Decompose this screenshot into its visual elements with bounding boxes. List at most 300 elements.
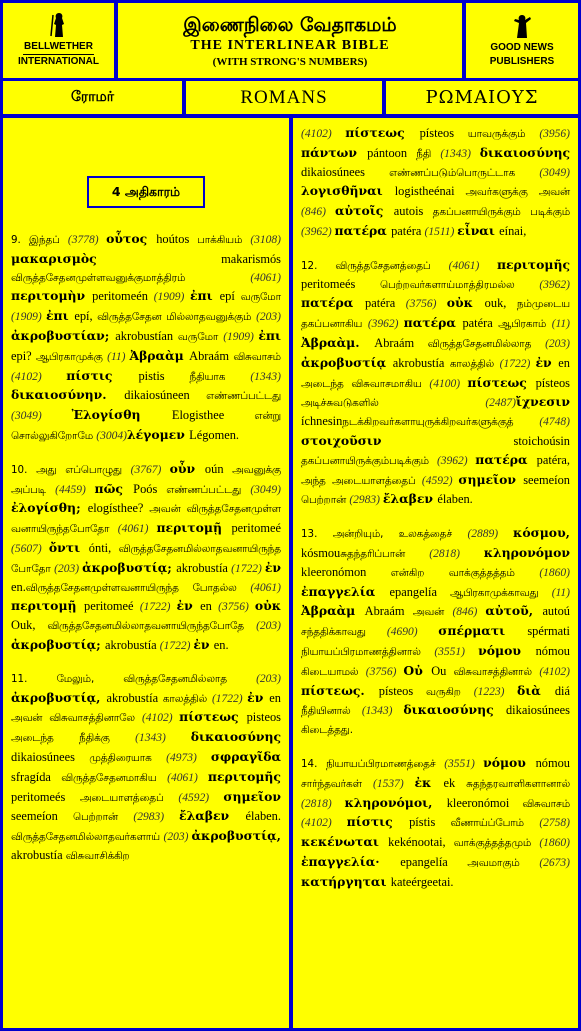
strongs-number: (2673)	[539, 856, 570, 869]
tamil-text: ஆபிரகாமுக்காவது	[450, 586, 552, 599]
strongs-number: (1860)	[539, 566, 570, 579]
transliteration: seemeíon	[523, 472, 570, 487]
greek-word: εἶναι	[457, 222, 500, 238]
tamil-text: முத்திரையாக	[89, 751, 167, 764]
tamil-text: நீதி	[416, 147, 441, 160]
strongs-number: (1909)	[11, 311, 46, 324]
transliteration: písteos	[378, 683, 426, 698]
greek-word: περιτομῇ	[156, 520, 232, 536]
verse-paragraph	[301, 124, 570, 242]
strongs-number: (3962)	[436, 454, 476, 467]
strongs-number: (3551)	[444, 757, 484, 770]
greek-word: πατέρα	[475, 451, 537, 467]
transliteration: nómou	[535, 643, 570, 658]
strongs-number: (5607)	[11, 542, 49, 555]
tamil-text: அடையாளத்தைப்	[79, 791, 179, 804]
greek-word: ἐλογίσθη;	[11, 500, 88, 516]
greek-word: πατέρα	[301, 295, 365, 311]
transliteration: peritomeé	[231, 521, 281, 536]
greek-word: ἀκροβυστίᾳ,	[11, 689, 107, 705]
transliteration: patéra,	[536, 452, 570, 467]
strongs-number: (3756)	[218, 601, 255, 614]
greek-word: περιτομῆς	[496, 256, 570, 272]
greek-word: πατέρα	[334, 222, 392, 238]
good-news-logo	[466, 3, 578, 78]
tamil-text: ஆபிரகாம்	[498, 318, 552, 331]
transliteration: epí,	[74, 309, 98, 324]
greek-word: πίστεως	[345, 125, 420, 140]
greek-word: πίστις	[346, 814, 410, 830]
strongs-number: (4061)	[448, 259, 497, 272]
greek-word: σημεῖον	[223, 788, 281, 804]
tamil-text: விருத்தசேதனமில்லாதவனாயிருந்த போதோ	[11, 542, 281, 575]
tamil-text: எண்ணப்படும்பொருட்டாக	[389, 166, 540, 179]
transliteration: patéra	[365, 296, 406, 311]
strongs-number: (3756)	[365, 665, 404, 678]
greek-word: ἐκ	[414, 774, 444, 790]
greek-word: νόμου	[483, 754, 536, 770]
transliteration: písteos	[535, 375, 570, 390]
tamil-text: 12. விருத்தசேதனத்தைப்	[301, 259, 449, 272]
greek-word: Ἐλογίσθη	[71, 407, 172, 423]
greek-word: περιτομῇ	[11, 598, 84, 614]
transliteration: kekénootai,	[388, 835, 454, 850]
verse-paragraph	[11, 230, 281, 446]
tamil-text: தகப்பனாயிருக்கும்படிக்கும்	[301, 454, 437, 467]
strongs-number: (4973)	[166, 751, 211, 764]
tamil-text: காலத்தில்	[449, 357, 500, 370]
tamil-text: நீதியாக	[189, 370, 251, 383]
strongs-number: (4061)	[167, 771, 208, 784]
transliteration: en.	[213, 637, 229, 652]
greek-word: πάντων	[301, 144, 368, 160]
tamil-text: வருகிற	[425, 685, 474, 698]
transliteration: epangelía	[389, 584, 450, 599]
bellwether-logo	[3, 3, 114, 78]
tamil-text: பாக்கியம்	[197, 234, 251, 246]
strongs-number: (3551)	[434, 645, 479, 658]
tamil-text: யாவருக்கும்	[467, 128, 540, 140]
greek-word: ἐπαγγελία	[301, 583, 390, 599]
tamil-text: 11. மேலும், விருத்தசேதனமில்லாத	[11, 672, 257, 685]
strongs-number: (2983)	[133, 811, 180, 824]
strongs-number: (3962)	[367, 318, 404, 331]
strongs-number: (11)	[551, 318, 570, 331]
greek-word: νόμου	[478, 642, 536, 658]
transliteration: písteos	[419, 126, 468, 140]
greek-word: Ἀβραὰμ	[301, 603, 365, 619]
strongs-number: (3778)	[67, 234, 107, 246]
transliteration: en.	[11, 579, 26, 594]
greek-word: οὖν	[169, 460, 205, 476]
transliteration: akrobustían	[115, 328, 178, 343]
greek-word: ἐν	[535, 354, 559, 370]
tamil-text: விருத்தசேதனமில்லாதவர்களாய்	[11, 831, 164, 844]
book-name-tamil: ரோமர்	[3, 81, 182, 114]
tamil-text: விசுவாசம்	[522, 797, 570, 810]
tamil-text: எண்ணப்பட்டது	[166, 483, 251, 496]
strongs-number: (4061)	[250, 271, 281, 284]
transliteration: sfragída	[11, 769, 62, 784]
transliteration: akrobustía	[176, 560, 232, 575]
strongs-number: (2818)	[301, 797, 345, 810]
greek-word: περιτομὴν	[11, 288, 93, 304]
strongs-number: (3049)	[11, 410, 72, 423]
strongs-number: (2487)	[485, 397, 516, 410]
strongs-number: (4102)	[539, 665, 570, 678]
greek-word: αὐτοῦ,	[485, 603, 543, 619]
greek-word: σπέρματι	[438, 623, 528, 639]
strongs-number: (2889)	[467, 528, 514, 541]
tamil-text: அடைந்த நீதிக்கு	[11, 732, 136, 745]
transliteration: dikaiosúnees	[11, 749, 90, 764]
transliteration: Elogisthee	[171, 408, 255, 423]
greek-word: ἐπι	[258, 327, 281, 343]
tamil-text: விருத்தசேதனமுள்ளவனுக்குமாத்திரம்	[11, 271, 251, 284]
tamil-text: சார்ந்தவர்கள்	[301, 777, 374, 790]
right-verses	[301, 124, 570, 891]
strongs-number: (203)	[163, 831, 192, 844]
verse-paragraph	[301, 754, 570, 892]
transliteration: pístis	[409, 815, 451, 830]
transliteration: eínai,	[499, 223, 527, 238]
transliteration: Ou	[431, 663, 454, 678]
greek-word: ἐν	[176, 598, 201, 614]
transliteration: Ouk,	[11, 618, 48, 633]
strongs-number: (1722)	[211, 692, 248, 705]
strongs-number: (1722)	[231, 562, 265, 575]
tamil-text: அவன்	[412, 606, 453, 619]
tamil-text: பெற்றான்	[72, 811, 134, 824]
greek-word: ἀκροβυστίᾳ;	[11, 636, 106, 652]
greek-word: Ἀβραὰμ	[129, 347, 190, 363]
greek-word: κληρονόμον	[483, 544, 570, 560]
tamil-text: நடக்கிறவர்களாயுருக்கிறவர்களுக்குத்	[342, 416, 540, 429]
left-verses	[11, 230, 281, 866]
greek-word: λέγομεν	[126, 426, 190, 442]
tamil-text: 10. அது எப்பொழுது	[11, 463, 131, 476]
tamil-text: சுதந்தரிப்பான்	[340, 547, 430, 560]
strongs-number: (1343)	[440, 147, 480, 160]
greek-word: ἀκροβυστίᾳ	[301, 354, 393, 370]
verse-paragraph	[11, 670, 281, 866]
transliteration: epi?	[11, 348, 36, 363]
chapter-heading: 4 அதிகாரம்	[87, 176, 205, 208]
strongs-number: (1223)	[473, 685, 518, 698]
strongs-number: (1343)	[135, 732, 191, 745]
transliteration: patéra	[462, 316, 499, 331]
strongs-number: (1511)	[424, 225, 458, 238]
tamil-text: அவன் விசுவாசத்தினாலே	[11, 712, 142, 725]
strongs-number: (203)	[256, 620, 281, 633]
strongs-number: (1343)	[361, 705, 404, 718]
tamil-text: பெற்றவர்களாய்மாத்திரமல்ல	[380, 278, 540, 291]
transliteration: Légomen.	[189, 427, 240, 442]
transliteration: kleeronómoi	[446, 795, 523, 810]
tamil-text: அவனுக்கு அப்படி	[11, 463, 281, 496]
transliteration: peritomeés	[301, 276, 380, 291]
strongs-number: (4592)	[178, 791, 224, 804]
strongs-number: (4061)	[250, 581, 281, 594]
greek-word: στοιχοῦσιν	[301, 432, 514, 448]
tamil-text: 9. இந்தப்	[11, 234, 68, 246]
transliteration: logistheénai	[394, 184, 466, 199]
strongs-number: (1343)	[250, 370, 281, 383]
tamil-text: அவர்களுக்கு அவன்	[465, 186, 570, 199]
transliteration: autoú	[542, 604, 570, 619]
greek-word: κληρονόμοι,	[344, 794, 447, 810]
transliteration: elogísthee?	[87, 501, 150, 516]
logo-line-2: INTERNATIONAL	[18, 56, 99, 67]
strongs-number: (4459)	[55, 483, 95, 496]
greek-word: πίστις	[66, 367, 139, 383]
strongs-number: (2758)	[539, 817, 570, 830]
greek-word: Οὐ	[403, 662, 432, 678]
strongs-number: (4592)	[421, 474, 459, 487]
strongs-number: (4102)	[301, 128, 346, 140]
tamil-text: அவன் விருத்தசேதனமுள்ள வனாயிருந்தபோதோ	[11, 503, 281, 536]
greek-word: ἐπι	[45, 308, 75, 324]
tamil-text: அடைந்த விசுவாசமாகிய	[301, 377, 430, 390]
logo-line-1: BELLWETHER	[23, 40, 94, 55]
greek-word: δικαιοσύνης	[403, 702, 506, 718]
strongs-number: (3767)	[130, 463, 170, 476]
transliteration: akrobustía	[11, 847, 66, 862]
tamil-text: வாக்குத்தத்தமும்	[453, 837, 540, 850]
tamil-text: ஆபிரகாமுக்கு	[35, 350, 108, 363]
transliteration: en	[269, 690, 281, 705]
title-subtitle: (WITH STRONG'S NUMBERS)	[212, 55, 368, 68]
strongs-number: (3962)	[301, 225, 335, 238]
right-text-column	[293, 118, 578, 1028]
tamil-text: கிடைத்தது.	[301, 724, 353, 737]
strongs-number: (3108)	[250, 234, 281, 246]
greek-word: ἔλαβεν	[382, 491, 438, 507]
strongs-number: (846)	[301, 206, 335, 219]
transliteration: makarismós	[221, 251, 281, 266]
transliteration: akrobustía	[105, 637, 160, 652]
greek-word: πίστεως	[467, 374, 536, 390]
transliteration: en	[200, 599, 219, 614]
tamil-text: 14. நியாயப்பிரமாணத்தைச்	[301, 757, 445, 770]
verse-paragraph	[301, 524, 570, 740]
greek-word: πῶς	[94, 480, 134, 496]
greek-word: ἐν	[264, 559, 281, 575]
transliteration: kleeronómon	[301, 564, 391, 579]
left-text-column	[3, 118, 289, 1028]
transliteration: autois	[393, 204, 433, 219]
strongs-number: (846)	[452, 606, 486, 619]
transliteration: pisteos	[246, 710, 281, 725]
strongs-number: (2818)	[429, 547, 484, 560]
greek-word: κόσμου,	[513, 525, 570, 541]
transliteration: dikaiosúnees	[505, 703, 570, 718]
strongs-number: (1860)	[539, 837, 570, 850]
strongs-number: (4102)	[301, 817, 347, 830]
transliteration: akrobustía	[392, 355, 450, 370]
tamil-text: வருமோ	[177, 330, 224, 343]
tamil-text: நீதியினால்	[301, 705, 362, 718]
transliteration: dikaiosúneen	[124, 388, 207, 403]
transliteration: élaben.	[437, 492, 473, 507]
tamil-text: விசுவாசிக்கிற	[65, 849, 130, 862]
transliteration: élaben.	[245, 809, 281, 824]
tamil-text: பெற்றான்	[301, 494, 350, 507]
verse-paragraph	[11, 460, 281, 656]
tamil-text: நம்முடைய தகப்பனாகிய	[301, 298, 570, 331]
transliteration: seemeíon	[11, 809, 73, 824]
transliteration: Abraám	[364, 604, 413, 619]
book-name-greek: ΡΩΜΑΙΟΥΣ	[386, 81, 578, 114]
tamil-text: அடிச்சுவடுகளில்	[301, 397, 486, 410]
greek-word: ἀκροβυστίᾳ;	[82, 559, 177, 575]
greek-word: ἔλαβεν	[179, 808, 246, 824]
strongs-number: (1722)	[139, 601, 177, 614]
strongs-number: (3049)	[539, 166, 570, 179]
tamil-text: விருத்தசேதனமில்லாத	[427, 337, 546, 350]
strongs-number: (1722)	[499, 357, 536, 370]
greek-word: δικαιοσύνης	[479, 144, 570, 160]
tamil-text: விசுவாசத்தினால்	[453, 665, 540, 678]
greek-word: ἐν	[193, 636, 214, 652]
book-name-english: ROMANS	[186, 81, 382, 114]
tamil-text: எண்ணப்பட்டது	[206, 390, 281, 403]
strongs-number: (4690)	[386, 626, 439, 639]
tamil-text: அந்த அடையாளத்தைப்	[301, 474, 422, 487]
greek-word: πίστεως	[179, 709, 247, 725]
tamil-text: வருமோ	[240, 291, 281, 304]
transliteration: peritomeén	[92, 289, 154, 304]
greek-word: σημεῖον	[458, 471, 524, 487]
transliteration: hoútos	[156, 232, 198, 246]
strongs-number: (4061)	[117, 523, 157, 536]
tamil-text: விருத்தசேதனமில்லாதவனாயிருந்தபோதே	[47, 620, 257, 633]
transliteration: pistis	[138, 368, 190, 383]
strongs-number: (4102)	[141, 712, 180, 725]
transliteration: ek	[443, 775, 467, 790]
prophet-figure-icon	[48, 12, 70, 38]
strongs-number: (3962)	[539, 278, 570, 291]
transliteration: pántoon	[367, 145, 417, 160]
greek-word: ἐν	[247, 689, 270, 705]
greek-word: οὐκ	[254, 598, 281, 614]
strongs-number: (11)	[107, 350, 130, 363]
tamil-text: அவமாகும்	[467, 856, 540, 869]
verse-paragraph	[301, 256, 570, 510]
greek-word: ἐπι	[189, 288, 220, 304]
strongs-number: (11)	[551, 586, 570, 599]
greek-word: Ἀβραὰμ.	[301, 334, 375, 350]
strongs-number: (3049)	[250, 483, 281, 496]
greek-word: αὐτοῖς	[334, 203, 394, 219]
greek-word: ὄντι	[48, 539, 89, 555]
strongs-number: (4100)	[429, 377, 468, 390]
strongs-number: (203)	[256, 672, 281, 685]
angel-trumpet-icon	[510, 13, 534, 39]
transliteration: peritomeé	[84, 599, 140, 614]
strongs-number: (203)	[54, 562, 83, 575]
strongs-number: (2983)	[349, 494, 383, 507]
greek-word: διὰ	[517, 682, 555, 698]
greek-word: περιτομῆς	[207, 768, 281, 784]
tamil-text: விசுவாசம்	[233, 350, 281, 363]
greek-word: πίστεως.	[301, 682, 379, 698]
transliteration: Abraám	[374, 335, 428, 350]
greek-word: λογισθῆναι	[301, 183, 395, 199]
tamil-text: 13. அன்றியும், உலகத்தைச்	[301, 528, 468, 541]
greek-word: πατέρα	[403, 315, 463, 331]
tamil-text: கிடையாமல்	[301, 665, 366, 678]
greek-word: δικαιοσύνην.	[11, 387, 125, 403]
transliteration: stoichoúsin	[513, 433, 570, 448]
header-title-block	[118, 3, 462, 78]
greek-word: ἀκροβυστίαν;	[11, 327, 116, 343]
strongs-number: (1909)	[223, 330, 259, 343]
greek-word: κεκένωται	[301, 834, 389, 850]
strongs-number: (203)	[256, 311, 281, 324]
title-tamil: இணைநிலை வேதாகமம்	[183, 13, 397, 36]
tamil-text: விருத்தசேதனமுள்ளவனாயிருந்த போதல்ல	[25, 581, 251, 594]
tamil-text: தகப்பனாயிருக்கும் படிக்கும்	[432, 206, 570, 219]
transliteration: íchnesin	[301, 414, 343, 429]
strongs-number: (4748)	[539, 416, 570, 429]
transliteration: epí	[219, 289, 241, 304]
transliteration: diá	[554, 683, 570, 698]
strongs-number: (3004)	[96, 429, 127, 442]
strongs-number: (1722)	[159, 639, 194, 652]
transliteration: en	[558, 355, 570, 370]
strongs-number: (3956)	[539, 128, 570, 140]
greek-word: ἐπαγγελία·	[301, 853, 401, 869]
tamil-text: என்று சொல்லுகிறோமே	[11, 410, 281, 442]
greek-word: μακαρισμὸς	[11, 250, 222, 266]
greek-word: ἴχνεσιν	[515, 394, 570, 410]
strongs-number: (203)	[545, 337, 570, 350]
tamil-text: விருத்தசேதன மில்லாதவனுக்கும்	[97, 311, 257, 324]
strongs-number: (3756)	[405, 298, 447, 311]
greek-word: δικαιοσύνης	[190, 729, 281, 745]
greek-word: οὗτος	[106, 231, 157, 246]
transliteration: epangelía	[400, 854, 468, 869]
greek-word: οὐκ	[446, 295, 485, 311]
transliteration: kósmou	[301, 545, 341, 560]
logo-line-2: PUBLISHERS	[489, 55, 555, 67]
greek-word: ἀκροβυστίᾳ,	[191, 828, 281, 844]
strongs-number: (4102)	[11, 370, 67, 383]
title-english: THE INTERLINEAR BIBLE	[190, 37, 390, 53]
greek-word: κατήργηται	[301, 873, 391, 889]
transliteration: kateérgeetai.	[390, 874, 454, 889]
tamil-text: என்கிற வாக்குத்தத்தம்	[390, 566, 540, 579]
tamil-text: சந்ததிக்காவது	[301, 626, 387, 639]
transliteration: Poós	[133, 481, 167, 496]
transliteration: peritomeés	[11, 789, 80, 804]
tamil-text: வீணாய்ப்போம்	[450, 817, 540, 830]
transliteration: spérmati	[527, 624, 570, 639]
transliteration: nómou	[535, 755, 570, 770]
transliteration: ónti,	[88, 540, 119, 555]
tamil-text: காலத்தில்	[162, 692, 212, 705]
transliteration: Abraám	[189, 348, 234, 363]
transliteration: dikaiosúnees	[301, 164, 390, 179]
transliteration: ouk,	[484, 296, 517, 311]
greek-word: σφραγῖδα	[210, 748, 281, 764]
transliteration: patéra	[391, 223, 425, 238]
tamil-text: விருத்தசேதனமாகிய	[61, 771, 168, 784]
transliteration: oún	[204, 461, 233, 476]
strongs-number: (1537)	[373, 777, 415, 790]
tamil-text: சுதந்தரவாளிகளானால்	[466, 777, 570, 790]
